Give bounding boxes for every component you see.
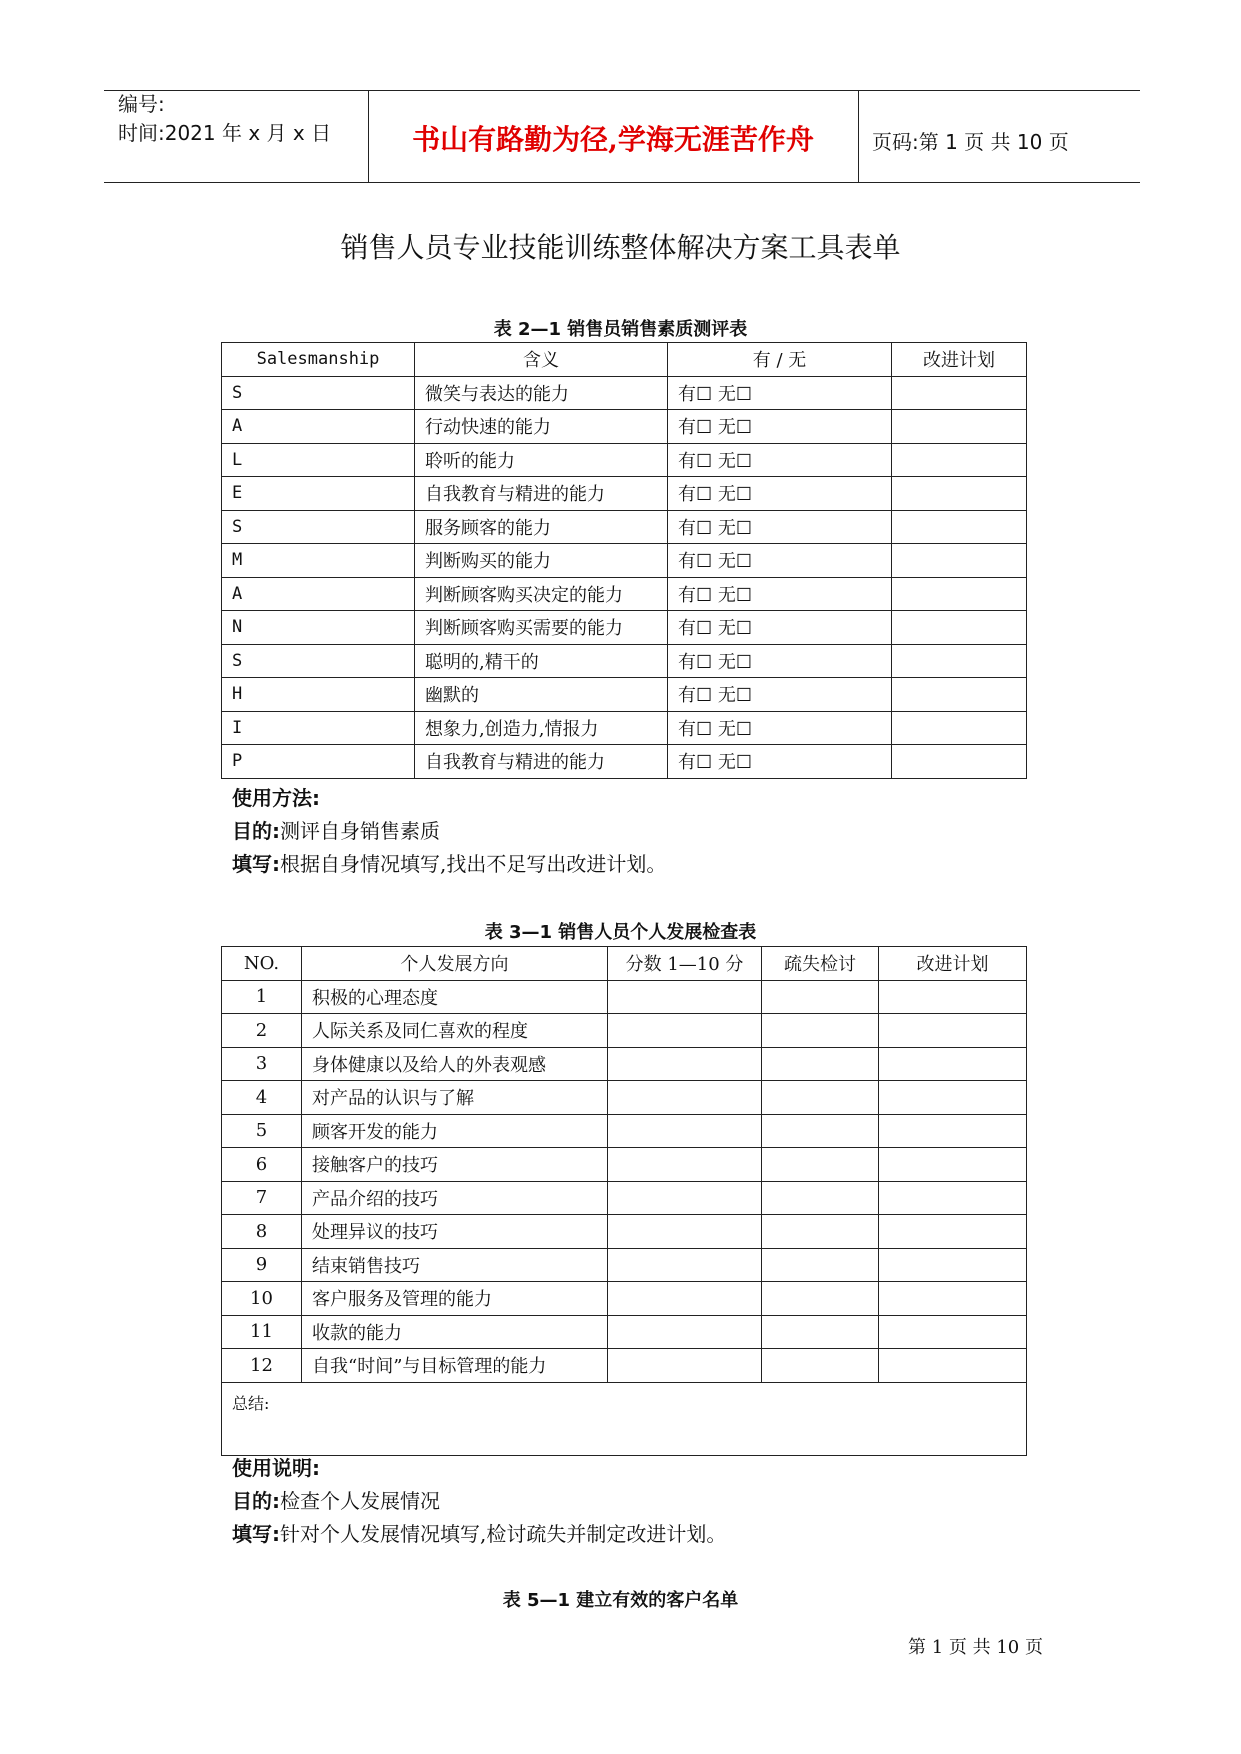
row-direction: 自我“时间”与目标管理的能力 (302, 1349, 608, 1383)
row-number: 7 (222, 1181, 302, 1215)
row-improvement-plan[interactable] (892, 443, 1027, 477)
column-header-plan: 改进计划 (879, 947, 1027, 981)
row-number: 1 (222, 980, 302, 1014)
summary-row (222, 1382, 1027, 1455)
purpose-text: 测评自身销售素质 (280, 819, 440, 843)
table-row (222, 644, 1027, 678)
row-score-cell[interactable] (608, 1248, 762, 1282)
row-score-cell[interactable] (608, 1349, 762, 1383)
row-score-cell[interactable] (608, 1081, 762, 1115)
row-score-cell[interactable] (608, 1181, 762, 1215)
row-direction: 身体健康以及给人的外表观感 (302, 1047, 608, 1081)
row-number: 9 (222, 1248, 302, 1282)
row-review-cell[interactable] (762, 1081, 879, 1115)
row-meaning: 行动快速的能力 (415, 410, 668, 444)
row-has-checkbox[interactable]: 有☐ 无☐ (668, 711, 892, 745)
row-review-cell[interactable] (762, 1014, 879, 1048)
row-improvement-plan[interactable] (892, 577, 1027, 611)
table-row (222, 1315, 1027, 1349)
row-plan-cell[interactable] (879, 1215, 1027, 1249)
row-plan-cell[interactable] (879, 1315, 1027, 1349)
row-plan-cell[interactable] (879, 1148, 1027, 1182)
summary-cell[interactable]: 总结: (222, 1382, 1027, 1455)
row-meaning: 聆听的能力 (415, 443, 668, 477)
row-direction: 客户服务及管理的能力 (302, 1282, 608, 1316)
usage-notes-1 (232, 782, 666, 881)
header-meta (118, 90, 331, 148)
row-letter: E (222, 477, 415, 511)
row-improvement-plan[interactable] (892, 477, 1027, 511)
row-has-checkbox[interactable]: 有☐ 无☐ (668, 577, 892, 611)
row-meaning: 聪明的,精干的 (415, 644, 668, 678)
row-plan-cell[interactable] (879, 980, 1027, 1014)
row-number: 5 (222, 1114, 302, 1148)
table-row (222, 980, 1027, 1014)
row-direction: 对产品的认识与了解 (302, 1081, 608, 1115)
row-letter: S (222, 510, 415, 544)
row-meaning: 自我教育与精进的能力 (415, 477, 668, 511)
row-improvement-plan[interactable] (892, 510, 1027, 544)
row-has-checkbox[interactable]: 有☐ 无☐ (668, 745, 892, 779)
row-number: 3 (222, 1047, 302, 1081)
row-score-cell[interactable] (608, 1215, 762, 1249)
header-bottom-rule (104, 182, 1140, 183)
row-score-cell[interactable] (608, 1148, 762, 1182)
table-row (222, 1014, 1027, 1048)
fill-label: 填写: (232, 852, 280, 876)
row-review-cell[interactable] (762, 1315, 879, 1349)
row-letter: A (222, 577, 415, 611)
row-direction: 人际关系及同仁喜欢的程度 (302, 1014, 608, 1048)
row-direction: 积极的心理态度 (302, 980, 608, 1014)
table-row (222, 745, 1027, 779)
table-row (222, 1181, 1027, 1215)
fill-label: 填写: (232, 1522, 280, 1546)
document-number-label: 编号: (118, 92, 165, 116)
row-letter: S (222, 376, 415, 410)
row-has-checkbox[interactable]: 有☐ 无☐ (668, 477, 892, 511)
row-meaning: 幽默的 (415, 678, 668, 712)
row-number: 4 (222, 1081, 302, 1115)
fill-text: 根据自身情况填写,找出不足写出改进计划。 (280, 852, 667, 876)
personal-development-table (221, 946, 1027, 1456)
row-number: 2 (222, 1014, 302, 1048)
purpose-label: 目的: (232, 819, 280, 843)
column-header-direction: 个人发展方向 (302, 947, 608, 981)
row-meaning: 服务顾客的能力 (415, 510, 668, 544)
row-plan-cell[interactable] (879, 1349, 1027, 1383)
table-row (222, 1248, 1027, 1282)
row-plan-cell[interactable] (879, 1081, 1027, 1115)
fill-text: 针对个人发展情况填写,检讨疏失并制定改进计划。 (280, 1522, 727, 1546)
header-divider-left (368, 90, 369, 182)
row-score-cell[interactable] (608, 1282, 762, 1316)
row-meaning: 微笑与表达的能力 (415, 376, 668, 410)
row-improvement-plan[interactable] (892, 611, 1027, 645)
table-row (222, 1114, 1027, 1148)
row-letter: S (222, 644, 415, 678)
usage-heading: 使用说明: (232, 1456, 320, 1480)
column-header-salesmanship: Salesmanship (222, 343, 415, 377)
table-row (222, 678, 1027, 712)
row-direction: 接触客户的技巧 (302, 1148, 608, 1182)
row-plan-cell[interactable] (879, 1181, 1027, 1215)
row-score-cell[interactable] (608, 1114, 762, 1148)
column-header-no: NO. (222, 947, 302, 981)
row-review-cell[interactable] (762, 1282, 879, 1316)
row-improvement-plan[interactable] (892, 544, 1027, 578)
row-direction: 处理异议的技巧 (302, 1215, 608, 1249)
row-review-cell[interactable] (762, 1047, 879, 1081)
row-score-cell[interactable] (608, 980, 762, 1014)
table-row (222, 1282, 1027, 1316)
row-plan-cell[interactable] (879, 1248, 1027, 1282)
row-plan-cell[interactable] (879, 1014, 1027, 1048)
row-letter: A (222, 410, 415, 444)
row-review-cell[interactable] (762, 1114, 879, 1148)
row-improvement-plan[interactable] (892, 644, 1027, 678)
row-review-cell[interactable] (762, 1215, 879, 1249)
document-time-label: 时间:2021 年 x 月 x 日 (118, 121, 332, 145)
salesmanship-table (221, 342, 1027, 779)
row-improvement-plan[interactable] (892, 745, 1027, 779)
row-has-checkbox[interactable]: 有☐ 无☐ (668, 510, 892, 544)
document-title: 销售人员专业技能训练整体解决方案工具表单 (340, 231, 901, 264)
row-letter: L (222, 443, 415, 477)
row-has-checkbox[interactable]: 有☐ 无☐ (668, 678, 892, 712)
table1-caption: 表 2—1 销售员销售素质测评表 (493, 319, 748, 340)
purpose-text: 检查个人发展情况 (280, 1489, 440, 1513)
row-has-checkbox[interactable]: 有☐ 无☐ (668, 443, 892, 477)
table-row (222, 1081, 1027, 1115)
table-header-row (222, 343, 1027, 377)
row-direction: 结束销售技巧 (302, 1248, 608, 1282)
row-plan-cell[interactable] (879, 1114, 1027, 1148)
row-score-cell[interactable] (608, 1047, 762, 1081)
usage-notes-2 (232, 1452, 726, 1551)
row-improvement-plan[interactable] (892, 678, 1027, 712)
row-plan-cell[interactable] (879, 1282, 1027, 1316)
table-row (222, 510, 1027, 544)
row-letter: H (222, 678, 415, 712)
table3-caption: 表 5—1 建立有效的客户名单 (502, 1590, 739, 1611)
row-has-checkbox[interactable]: 有☐ 无☐ (668, 544, 892, 578)
row-review-cell[interactable] (762, 1349, 879, 1383)
row-meaning: 想象力,创造力,情报力 (415, 711, 668, 745)
row-meaning: 自我教育与精进的能力 (415, 745, 668, 779)
table2-caption: 表 3—1 销售人员个人发展检查表 (484, 922, 757, 943)
row-letter: M (222, 544, 415, 578)
column-header-review: 疏失检讨 (762, 947, 879, 981)
row-direction: 收款的能力 (302, 1315, 608, 1349)
row-direction: 顾客开发的能力 (302, 1114, 608, 1148)
row-review-cell[interactable] (762, 980, 879, 1014)
row-number: 12 (222, 1349, 302, 1383)
table-header-row (222, 947, 1027, 981)
table-row (222, 1215, 1027, 1249)
row-letter: P (222, 745, 415, 779)
row-score-cell[interactable] (608, 1014, 762, 1048)
row-number: 8 (222, 1215, 302, 1249)
header-page-info: 页码:第 1 页 共 10 页 (872, 130, 1069, 154)
table-row (222, 577, 1027, 611)
column-header-meaning: 含义 (415, 343, 668, 377)
purpose-label: 目的: (232, 1489, 280, 1513)
column-header-score: 分数 1—10 分 (608, 947, 762, 981)
header-divider-right (858, 90, 859, 182)
row-score-cell[interactable] (608, 1315, 762, 1349)
row-plan-cell[interactable] (879, 1047, 1027, 1081)
page-footer: 第 1 页 共 10 页 (908, 1637, 1043, 1658)
row-number: 10 (222, 1282, 302, 1316)
row-improvement-plan[interactable] (892, 410, 1027, 444)
row-improvement-plan[interactable] (892, 711, 1027, 745)
row-letter: I (222, 711, 415, 745)
row-improvement-plan[interactable] (892, 376, 1027, 410)
row-has-checkbox[interactable]: 有☐ 无☐ (668, 644, 892, 678)
row-meaning: 判断顾客购买需要的能力 (415, 611, 668, 645)
row-number: 11 (222, 1315, 302, 1349)
column-header-has: 有 / 无 (668, 343, 892, 377)
table-row (222, 544, 1027, 578)
usage-heading: 使用方法: (232, 786, 320, 810)
row-meaning: 判断顾客购买决定的能力 (415, 577, 668, 611)
row-letter: N (222, 611, 415, 645)
table-row (222, 376, 1027, 410)
row-meaning: 判断购买的能力 (415, 544, 668, 578)
column-header-plan: 改进计划 (892, 343, 1027, 377)
row-review-cell[interactable] (762, 1248, 879, 1282)
table-row (222, 1047, 1027, 1081)
table-row (222, 1148, 1027, 1182)
table-row (222, 1349, 1027, 1383)
row-number: 6 (222, 1148, 302, 1182)
row-review-cell[interactable] (762, 1148, 879, 1182)
row-has-checkbox[interactable]: 有☐ 无☐ (668, 410, 892, 444)
row-review-cell[interactable] (762, 1181, 879, 1215)
row-has-checkbox[interactable]: 有☐ 无☐ (668, 611, 892, 645)
row-direction: 产品介绍的技巧 (302, 1181, 608, 1215)
row-has-checkbox[interactable]: 有☐ 无☐ (668, 376, 892, 410)
table-row (222, 410, 1027, 444)
table-row (222, 477, 1027, 511)
header-motto: 书山有路勤为径,学海无涯苦作舟 (412, 123, 814, 156)
table-row (222, 611, 1027, 645)
table-row (222, 443, 1027, 477)
table-row (222, 711, 1027, 745)
